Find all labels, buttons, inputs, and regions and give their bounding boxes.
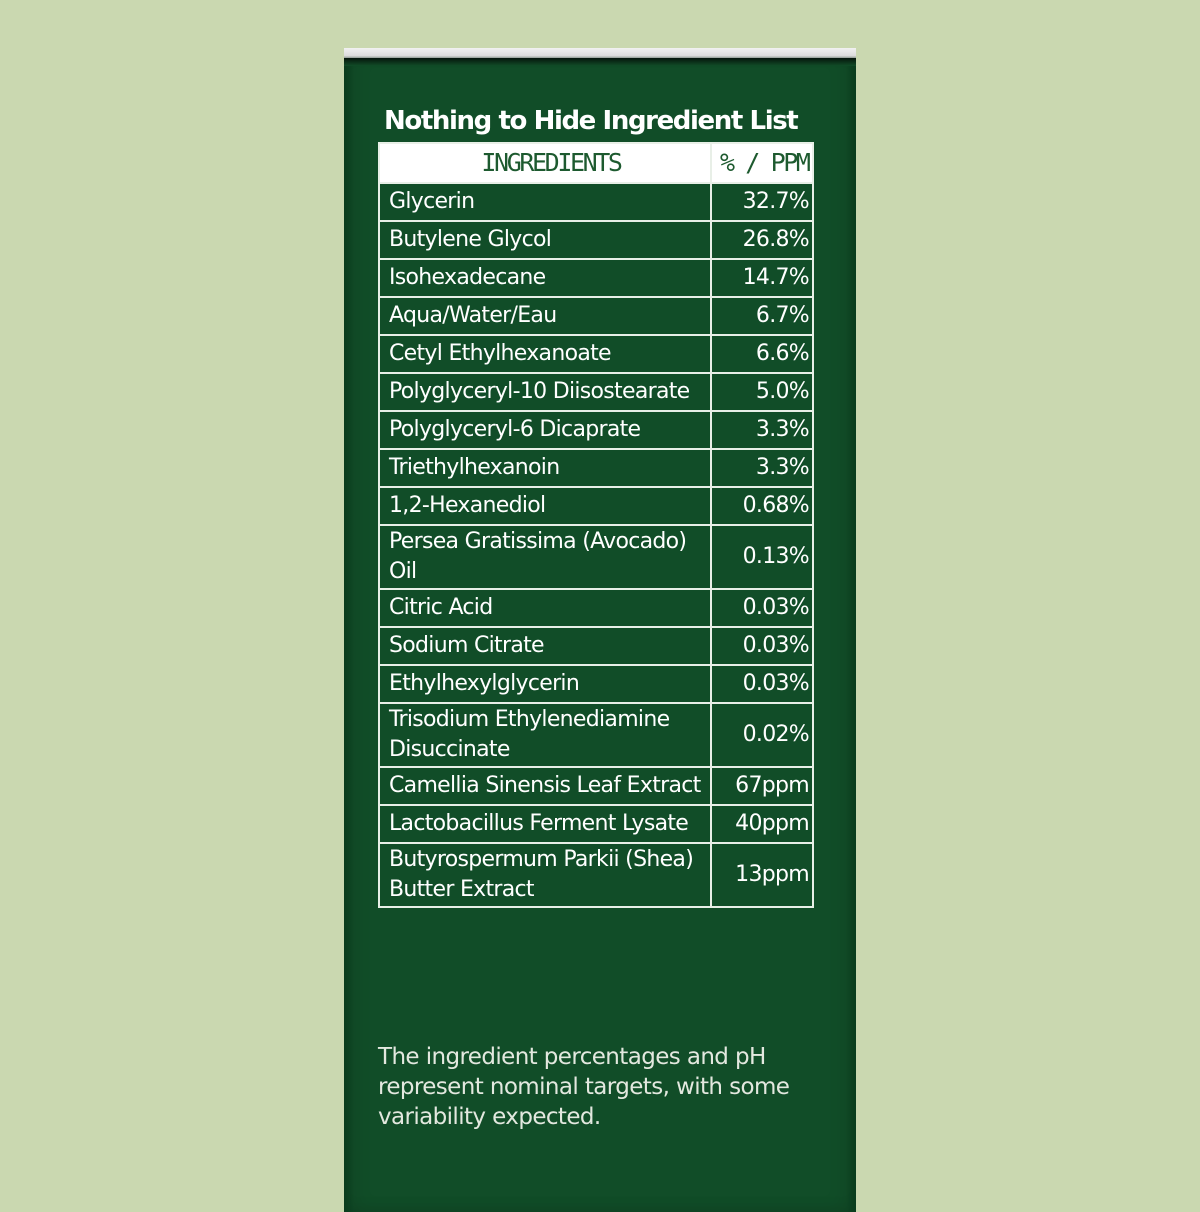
ingredient-name: Citric Acid [379,589,711,627]
ingredient-name: 1,2-Hexanediol [379,487,711,525]
box-right-edge [846,52,856,1212]
ingredient-name: Aqua/Water/Eau [379,297,711,335]
ingredient-amount: 67ppm [711,767,813,805]
ingredient-rows [379,183,813,907]
ingredient-row [379,843,813,907]
ingredient-name: Sodium Citrate [379,627,711,665]
footnote: The ingredient percentages and pH represent nominal targets, with some variability expected. [378,1044,790,1130]
ingredient-name: Cetyl Ethylhexanoate [379,335,711,373]
ingredient-amount: 0.03% [711,627,813,665]
ingredient-amount: 0.13% [711,525,813,589]
ingredient-name: Persea Gratissima (Avocado) Oil [379,525,711,589]
ingredient-name: Butyrospermum Parkii (Shea) Butter Extract [379,843,711,907]
ingredient-row [379,221,813,259]
ingredient-row [379,449,813,487]
box-left-edge [344,52,354,1212]
ingredient-amount: 0.03% [711,665,813,703]
ingredient-name: Trisodium Ethylenediamine Disuccinate [379,703,711,767]
ingredient-amount: 13ppm [711,843,813,907]
ingredient-row [379,665,813,703]
ingredient-name: Ethylhexylglycerin [379,665,711,703]
ingredient-amount: 26.8% [711,221,813,259]
ingredient-row [379,525,813,589]
amount-column-header: % / PPM [711,143,813,183]
box-lid-shadow [344,58,856,66]
ingredient-name: Lactobacillus Ferment Lysate [379,805,711,843]
ingredient-amount: 0.68% [711,487,813,525]
ingredient-amount: 14.7% [711,259,813,297]
ingredient-amount: 3.3% [711,411,813,449]
ingredient-name: Butylene Glycol [379,221,711,259]
ingredient-amount: 3.3% [711,449,813,487]
ingredient-amount: 40ppm [711,805,813,843]
ingredient-amount: 0.03% [711,589,813,627]
ingredient-name: Glycerin [379,183,711,221]
ingredient-amount: 32.7% [711,183,813,221]
ingredient-amount: 5.0% [711,373,813,411]
ingredient-list-title: Nothing to Hide Ingredient List [384,106,798,136]
ingredient-row [379,767,813,805]
ingredient-row [379,589,813,627]
ingredient-name: Triethylhexanoin [379,449,711,487]
ingredient-name: Polyglyceryl-6 Dicaprate [379,411,711,449]
ingredient-name: Camellia Sinensis Leaf Extract [379,767,711,805]
ingredient-row [379,703,813,767]
ingredient-row [379,259,813,297]
ingredient-row [379,411,813,449]
ingredient-row [379,183,813,221]
ingredients-column-header: INGREDIENTS [379,143,711,183]
ingredient-table-header-row [379,143,813,183]
ingredient-name: Isohexadecane [379,259,711,297]
ingredient-row [379,335,813,373]
ingredient-row [379,805,813,843]
ingredient-amount: 6.7% [711,297,813,335]
ingredient-table [378,142,814,908]
ingredient-row [379,373,813,411]
ingredient-row [379,627,813,665]
ingredient-row [379,297,813,335]
ingredient-name: Polyglyceryl-10 Diisostearate [379,373,711,411]
ingredient-amount: 6.6% [711,335,813,373]
ingredient-amount: 0.02% [711,703,813,767]
ingredient-row [379,487,813,525]
